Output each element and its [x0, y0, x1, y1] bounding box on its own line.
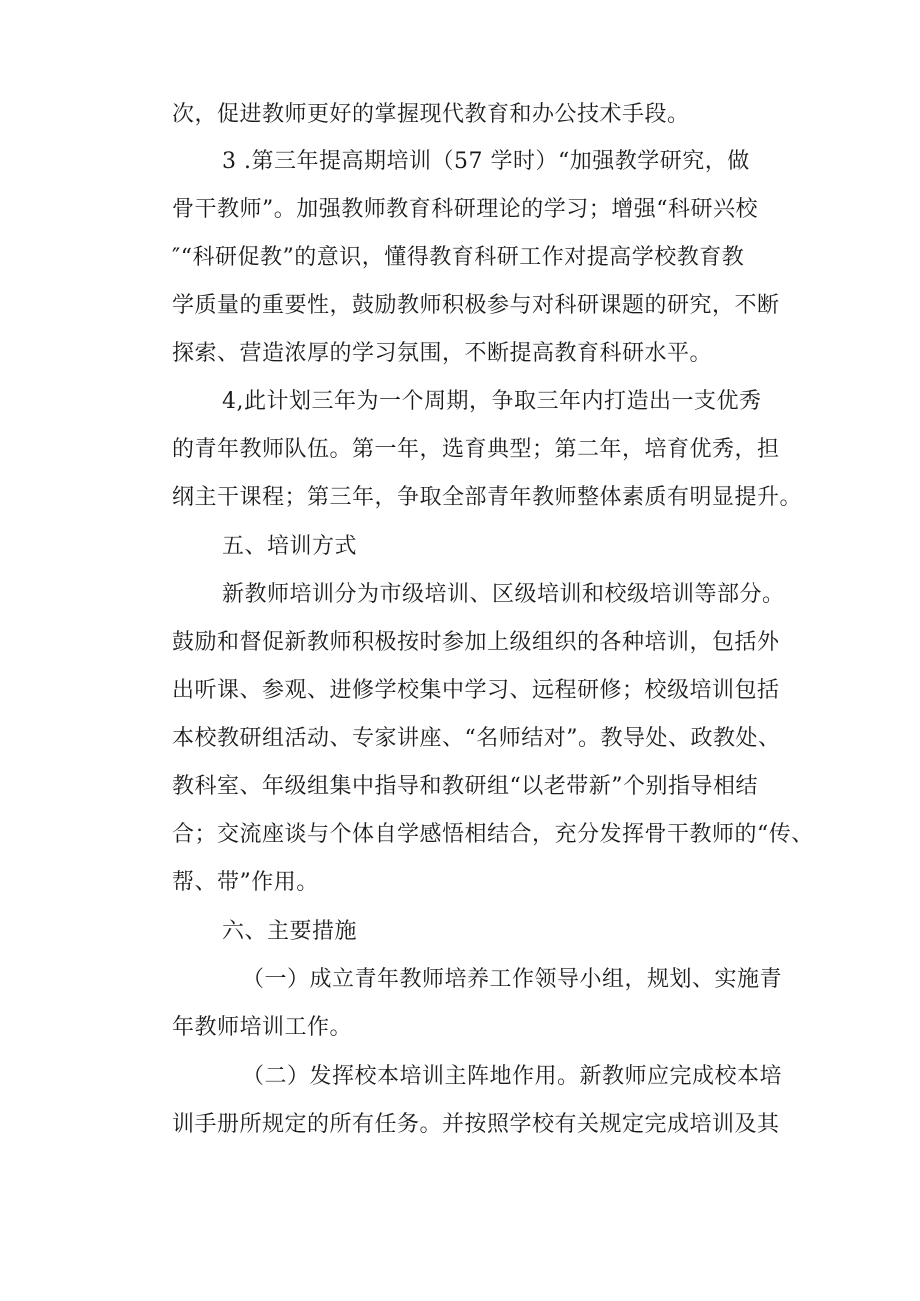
- text-line: 探索、营造浓厚的学习氛围，不断提高教育科研水平。: [172, 341, 713, 366]
- text-line: 鼓励和督促新教师积极按时参加上级组织的各种培训，包括外: [172, 630, 780, 655]
- section-heading: 五、培训方式: [222, 534, 358, 559]
- text-line: 出听课、参观、进修学校集中学习、远程研修；校级培训包括: [172, 678, 780, 703]
- text-line: 3 .第三年提高期培训（57 学时）“加强教学研究，做: [222, 149, 750, 174]
- text-line: （一）成立青年教师培养工作领导小组，规划、实施青: [242, 967, 783, 992]
- text-line: 帮、带”作用。: [172, 870, 319, 895]
- text-line: 新教师培训分为市级培训、区级培训和校级培训等部分。: [222, 582, 785, 607]
- text-line: 合；交流座谈与个体自学感悟相结合，充分发挥骨干教师的“传、: [172, 822, 814, 847]
- text-line: （二）发挥校本培训主阵地作用。新教师应完成校本培: [242, 1064, 783, 1089]
- text-line: 纲主干课程；第三年，争取全部青年教师整体素质有明显提升。: [172, 485, 803, 510]
- text-line: 骨干教师”。加强教师教育科研理论的学习；增强“科研兴校: [172, 197, 758, 222]
- section-heading: 六、主要措施: [222, 919, 358, 944]
- text-line: ″“科研促教”的意识，懂得教育科研工作对提高学校教育教: [172, 245, 745, 270]
- text-line: 的青年教师队伍。第一年，选育典型；第二年，培育优秀，担: [172, 437, 780, 462]
- text-line: 年教师培训工作。: [172, 1015, 353, 1040]
- text-line: 学质量的重要性，鼓励教师积极参与对科研课题的研究，不断: [172, 293, 780, 318]
- text-line: 次，促进教师更好的掌握现代教育和办公技术手段。: [172, 102, 690, 127]
- text-line: 教科室、年级组集中指导和教研组“以老带新”个别指导相结: [172, 774, 758, 799]
- text-line: 本校教研组活动、专家讲座、“名师结对”。教导处、政教处、: [172, 726, 781, 751]
- text-line: 4,此计划三年为一个周期，争取三年内打造出一支优秀: [222, 389, 762, 414]
- text-line: 训手册所规定的所有任务。并按照学校有关规定完成培训及其: [172, 1112, 780, 1137]
